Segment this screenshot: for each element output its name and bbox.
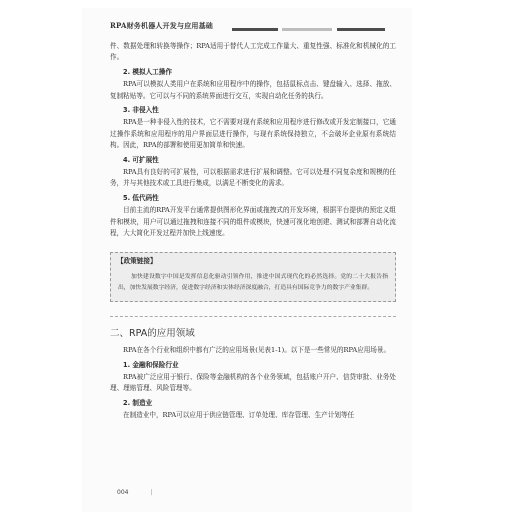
header-decor-bar	[232, 28, 278, 31]
page-number: 004	[117, 489, 129, 496]
paragraph: 目前主流的RPA开发平台通常提供图形化界面或拖拽式的开发环境，根据平台提供的预定义组件和模块，用户可以通过拖拽和连接不同的组件或模块，快速可视化地创建、测试和部署自动化流程，大大简化开发过程并加快上线速度。	[110, 206, 396, 238]
subheading: 2. 模拟人工操作	[123, 67, 172, 76]
policy-link-text: 加快建设数字中国是发挥信息化驱动引领作用，推进中国式现代化的必然选择。党的二十大报告指出，加快发展数字经济，促进数字经济和实体经济深度融合，打造具有国际竞争力的数字产业集群。	[118, 273, 388, 292]
paragraph: RPA可以模拟人类用户在系统和应用程序中的操作，包括鼠标点击、键盘输入、选择、拖放、复制粘贴等。它可以与不同的系统界面进行交互，实现自动化任务的执行。	[110, 80, 396, 100]
header-title: RPA财务机器人开发与应用基础	[110, 21, 214, 30]
header-decor-bar	[337, 28, 385, 31]
paragraph: RPA在各个行业和组织中都有广泛的应用场景(见表1-1)。以下是一些常见的RPA应用场景。	[123, 346, 391, 355]
paragraph: RPA被广泛应用于银行、保险等金融机构的各个业务领域，包括账户开户、信贷审批、业务处理、理赔管理、风险管理等。	[110, 372, 396, 393]
page-content	[110, 41, 396, 422]
subheading: 1. 金融和保险行业	[123, 360, 179, 369]
header-decor-bar	[282, 28, 332, 31]
policy-link-box	[110, 252, 396, 302]
section-heading: 二、RPA的应用领域	[110, 327, 195, 339]
subheading: 2. 制造业	[123, 398, 153, 407]
page-footer	[117, 489, 152, 496]
subheading: 3. 非侵入性	[123, 106, 159, 115]
subheading: 4. 可扩展性	[123, 155, 159, 164]
policy-link-title: 【政策链接】	[117, 256, 157, 265]
paragraph: RPA具有良好的可扩展性，可以根据需求进行扩展和调整。它可以处理不同复杂度和规模的任务，并与其他技术或工具进行集成，以满足不断变化的需求。	[110, 168, 396, 188]
section-divider	[110, 316, 396, 318]
paragraph: RPA是一种非侵入性的技术，它不需要对现有系统和应用程序进行修改或开发定制接口，它通过操作系统和应用程序的用户界面层进行操作，与现有系统保持独立，不会破坏企业原有系统结构。因此，RPA的部署和使用更加简单和快速。	[110, 118, 396, 150]
running-header	[82, 8, 412, 40]
subheading: 5. 低代码性	[123, 193, 159, 202]
paragraph: 在制造业中，RPA可以应用于供应链管理、订单处理、库存管理、生产计划等任	[123, 411, 355, 420]
footer-separator: |	[150, 489, 153, 496]
paragraph: 件、数据处理和转换等操作；RPA适用于替代人工完成工作量大、重复性强、标准化和机械化的工作。	[110, 42, 396, 62]
